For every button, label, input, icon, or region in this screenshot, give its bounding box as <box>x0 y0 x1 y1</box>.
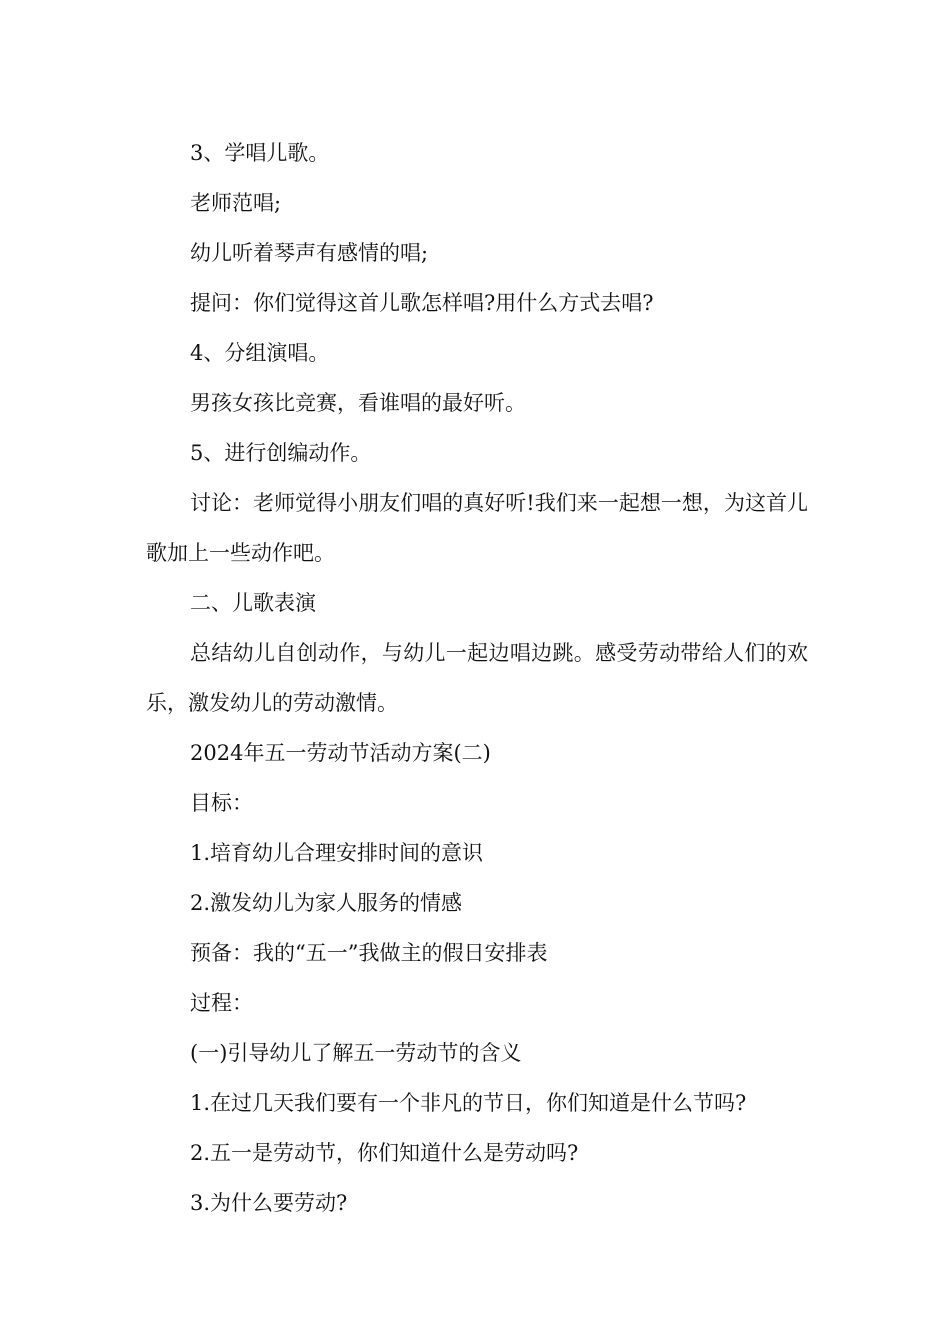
paragraph-teacher-demo: 老师范唱; <box>190 191 282 215</box>
paragraph-goal-2: 2.激发幼儿为家人服务的情感 <box>190 891 463 915</box>
paragraph-step-3: 3、学唱儿歌。 <box>190 141 330 165</box>
document-body <box>146 128 808 1228</box>
paragraph-plan-title: 2024年五一劳动节活动方案(二) <box>190 741 491 765</box>
paragraph-question: 提问：你们觉得这首儿歌怎样唱?用什么方式去唱? <box>190 291 654 315</box>
paragraph-process-q2: 2.五一是劳动节，你们知道什么是劳动吗? <box>190 1141 579 1165</box>
paragraph-goal-1: 1.培育幼儿合理安排时间的意识 <box>190 841 484 865</box>
paragraph-step-5: 5、进行创编动作。 <box>190 441 372 465</box>
paragraph-preparation: 预备：我的“五一”我做主的假日安排表 <box>190 941 548 965</box>
paragraph-goals-heading: 目标： <box>190 791 253 815</box>
paragraph-process-part-1: (一)引导幼儿了解五一劳动节的含义 <box>190 1041 522 1065</box>
paragraph-step-4: 4、分组演唱。 <box>190 341 330 365</box>
paragraph-section-two: 二、儿歌表演 <box>190 591 316 615</box>
paragraph-process-q3: 3.为什么要劳动? <box>190 1191 348 1215</box>
paragraph-discussion: 讨论：老师觉得小朋友们唱的真好听!我们来一起想一想，为这首儿歌加上一些动作吧。 <box>146 491 808 565</box>
paragraph-process-heading: 过程： <box>190 991 253 1015</box>
paragraph-summary: 总结幼儿自创动作，与幼儿一起边唱边跳。感受劳动带给人们的欢乐，激发幼儿的劳动激情。 <box>146 641 808 715</box>
paragraph-children-sing: 幼儿听着琴声有感情的唱; <box>190 241 429 265</box>
paragraph-competition: 男孩女孩比竞赛，看谁唱的最好听。 <box>190 391 526 415</box>
paragraph-process-q1: 1.在过几天我们要有一个非凡的节日，你们知道是什么节吗? <box>190 1091 747 1115</box>
